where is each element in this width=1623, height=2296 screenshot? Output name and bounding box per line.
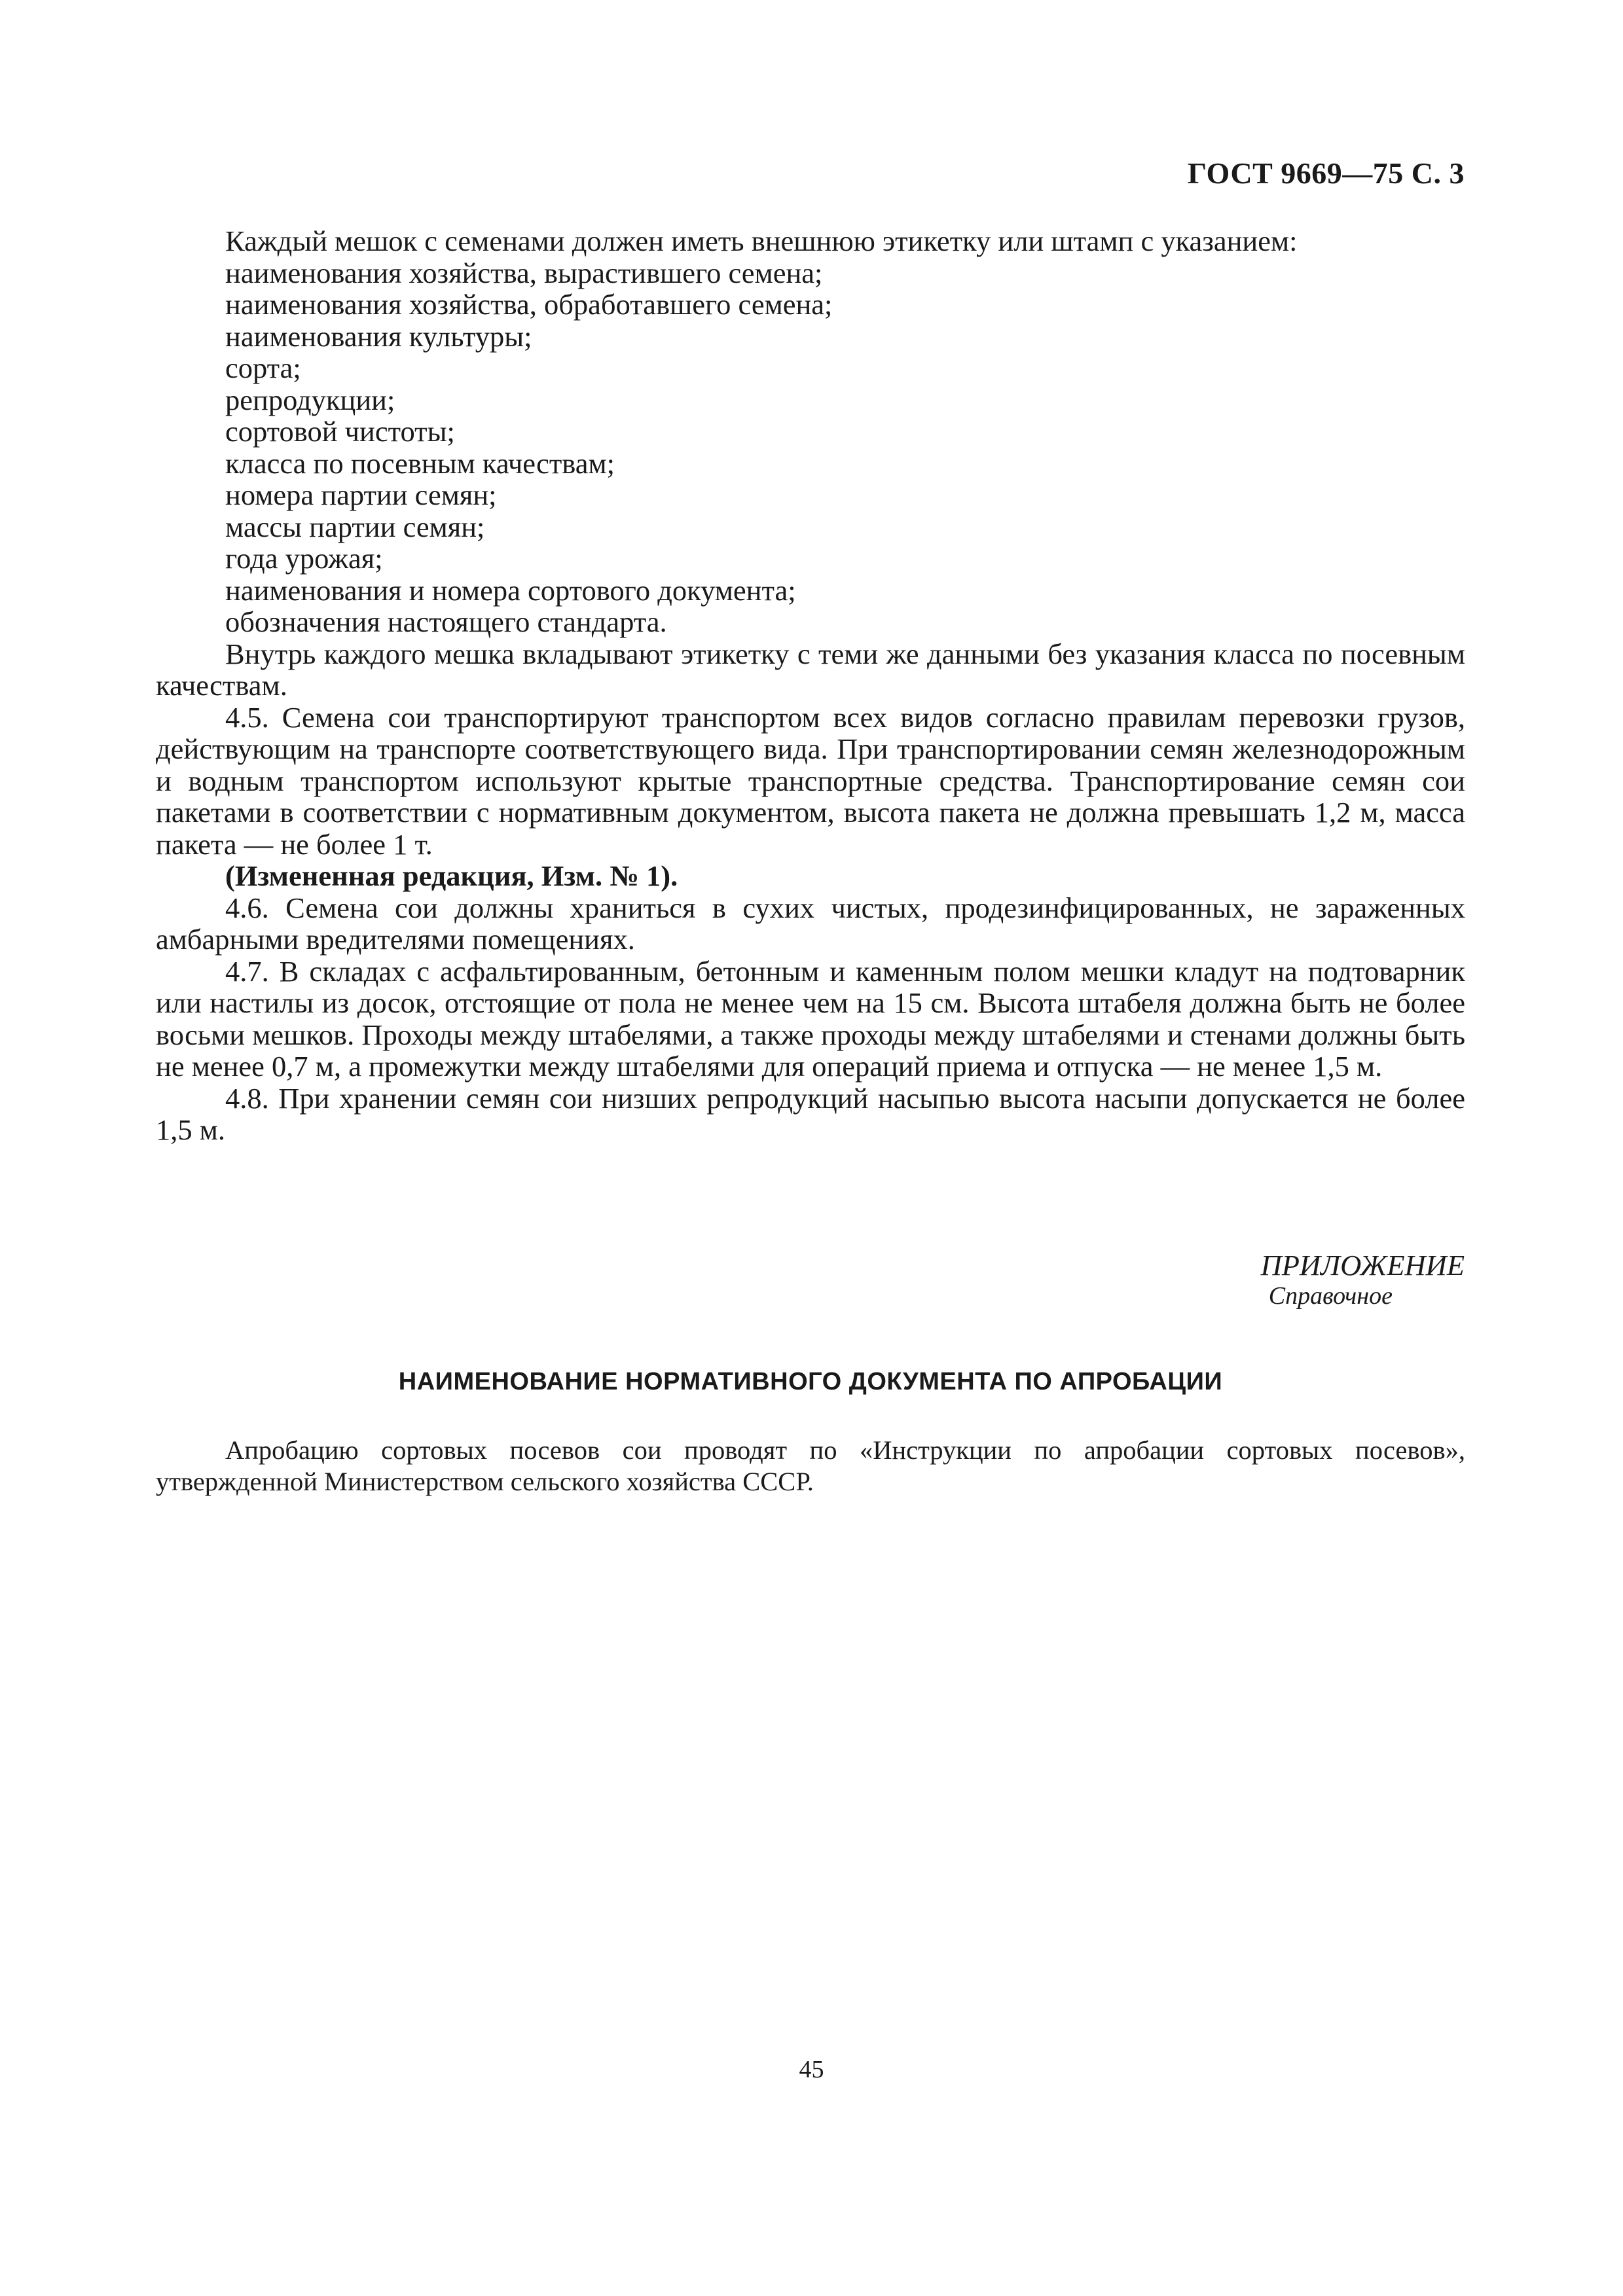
- document-code-header: ГОСТ 9669—75 С. 3: [1187, 156, 1465, 190]
- label-item: сорта;: [225, 351, 301, 384]
- label-item: наименования культуры;: [225, 319, 532, 353]
- appendix-sublabel: Справочное: [1268, 1282, 1393, 1310]
- label-item: обозначения настоящего стандарта.: [225, 605, 667, 638]
- appendix-text: [156, 1435, 1465, 1498]
- label-item: года урожая;: [225, 542, 383, 575]
- appendix-paragraph: Апробацию сортовых посевов сои проводят по «Инструкции по апробации сортовых посевов», утвержденной Министерством сельского хозяйства СССР.: [156, 1435, 1465, 1496]
- label-item: наименования хозяйства, вырастившего семена;: [225, 256, 823, 289]
- amendment-note: (Измененная редакция, Изм. № 1).: [225, 859, 678, 892]
- label-intro: Каждый мешок с семенами должен иметь внешнюю этикетку или штамп с указанием:: [225, 224, 1298, 257]
- paragraph-4-8: 4.8. При хранении семян сои низших репродукций насыпью высота насыпи допускается не более 1,5 м.: [156, 1081, 1465, 1146]
- label-item: репродукции;: [225, 383, 395, 416]
- label-item: номера партии семян;: [225, 478, 497, 511]
- paragraph-inner-label: Внутрь каждого мешка вкладывают этикетку с теми же данными без указания класса по посевным качествам.: [156, 637, 1465, 702]
- appendix-title: НАИМЕНОВАНИЕ НОРМАТИВНОГО ДОКУМЕНТА ПО АПРОБАЦИИ: [398, 1368, 1223, 1395]
- label-item: сортовой чистоты;: [225, 415, 455, 448]
- label-item: массы партии семян;: [225, 510, 485, 543]
- paragraph-4-5: 4.5. Семена сои транспортируют транспортом всех видов согласно правилам перевозки грузов, действующим на транспорте соответствующего вида. При транспортировании семян железнодорожным и водным транспортом используют крытые транспортные средства. Транспортирование семян сои пакетами в соответствии с нормативным документом, высота пакета не должна превышать 1,2 м, масса пакета — не более 1 т.: [156, 700, 1465, 861]
- document-body: [156, 225, 1465, 1146]
- appendix-label: ПРИЛОЖЕНИЕ: [1260, 1249, 1465, 1282]
- label-item: наименования и номера сортового документа;: [225, 573, 796, 607]
- page-number: 45: [799, 2056, 824, 2083]
- label-item: класса по посевным качествам;: [225, 446, 615, 480]
- paragraph-4-6: 4.6. Семена сои должны храниться в сухих чистых, продезинфицированных, не зараженных амбарными вредителями помещениях.: [156, 891, 1465, 956]
- label-item: наименования хозяйства, обработавшего семена;: [225, 288, 833, 321]
- paragraph-4-7: 4.7. В складах с асфальтированным, бетонным и каменным полом мешки кладут на подтоварник или настилы из досок, отстоящие от пола не менее чем на 15 см. Высота штабеля должна быть не более восьми мешков. Проходы между штабелями, а также проходы между штабелями и стенами должны быть не менее 0,7 м, а промежутки между штабелями для операций приема и отпуска — не менее 1,5 м.: [156, 954, 1465, 1083]
